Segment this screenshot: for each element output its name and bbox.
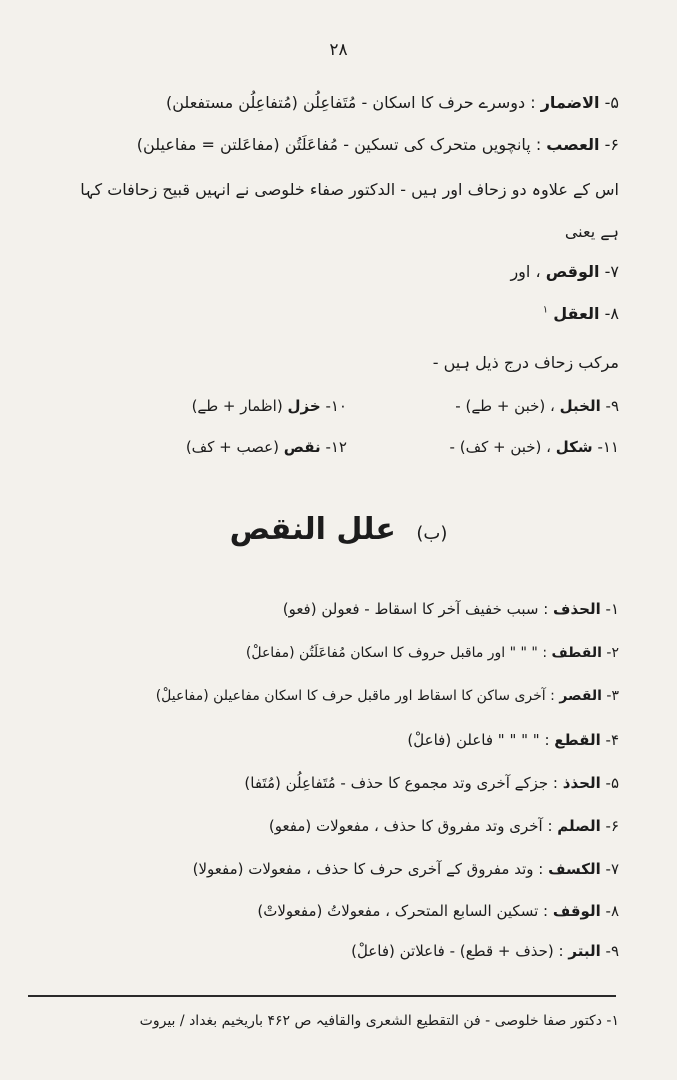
item-term: القطف [551, 645, 602, 661]
item-term: نقص [283, 438, 321, 456]
page-number: ۲۸ [329, 40, 348, 60]
item-term: الوقف [552, 902, 601, 920]
murakkab-item [186, 438, 347, 456]
qabih-item [510, 262, 619, 281]
item-number: ۳- [606, 688, 619, 704]
item-term: العقل [553, 304, 600, 323]
illat-item [246, 645, 619, 661]
item-description: (اظمار + طے) [191, 397, 283, 415]
item-description: : پانچویں متحرک کی تسکین - مُفاعَلَتُن (مفاعَلتن = مفاعیلن) [136, 135, 542, 154]
item-term: الصلم [557, 817, 601, 835]
intro-text: اس کے علاوہ دو زحاف اور ہیں - الدکتور صفاء خلوصی نے انہیں قبیح زحافات کہا [80, 180, 619, 199]
section-title: علل النقص [229, 512, 396, 547]
item-description: (عصب + کف) [185, 438, 279, 456]
item-number: ۷- [604, 262, 619, 281]
murakkab-item [450, 438, 619, 456]
murakkab-item [192, 397, 347, 415]
item-number: ۴- [605, 731, 619, 749]
item-number: ۱- [605, 600, 619, 618]
illat-item [407, 731, 619, 749]
item-description: : آخری ساکن کا اسقاط اور ماقبل حرف کا اسکان مفاعیلن (مفاعیلْ) [155, 688, 555, 704]
item-description: ، (خبن + طے) - [455, 397, 555, 415]
footnote: ۱- دکتور صفا خلوصی - فن التقطیع الشعری والقافیہ ص ۴۶۲ باریخیم بغداد / بیروت [139, 1013, 619, 1029]
zihaf-item [137, 135, 619, 154]
item-term: الحذف [553, 600, 601, 618]
illat-item [156, 688, 619, 704]
item-description: : تسکین السابع المتحرک ، مفعولاتُ (مفعولاتْ) [257, 902, 549, 920]
illat-item [269, 817, 619, 835]
item-term: الاضمار [540, 93, 600, 112]
murakkab-item [455, 397, 619, 415]
item-number: ۲- [606, 645, 619, 661]
item-number: ۵- [605, 774, 619, 792]
illat-item [244, 774, 619, 792]
illat-item [351, 942, 619, 960]
item-term: الخبل [559, 397, 601, 415]
item-description: : (حذف + قطع) - فاعلاتن (فاعلْ) [351, 942, 564, 960]
item-number: ۹- [605, 397, 619, 415]
item-number: ۷- [605, 860, 619, 878]
illat-item [283, 600, 619, 618]
item-term: خزل [287, 397, 321, 415]
item-description: : " " " اور ماقبل حروف کا اسکان مُفاعَلَتُن (مفاعلْ) [245, 645, 548, 661]
item-number: ۱۲- [325, 438, 347, 456]
item-number: ۶- [604, 135, 619, 154]
item-term: الوقص [545, 262, 600, 281]
item-description: : آخری وتد مفروق کا حذف ، مفعولات (مفعو) [268, 817, 553, 835]
section-tag: (ب) [416, 523, 448, 544]
item-extra: ، اور [510, 262, 541, 281]
item-description: : دوسرے حرف کا اسکان - مُتَفاعِلُن (مُتفاعِلُن مستفعلن) [165, 93, 536, 112]
item-description: ، (خبن + کف) - [449, 438, 552, 456]
item-description: : سبب خفیف آخر کا اسقاط - فعولن (فعو) [282, 600, 549, 618]
item-description: : جزکے آخری وتد مجموع کا حذف - مُتَفاعِلُن (مُتَفا) [244, 774, 558, 792]
zihaf-item [166, 93, 619, 112]
item-term: القطع [554, 731, 601, 749]
item-description: : " " " " فاعلن (فاعلْ) [407, 731, 550, 749]
item-number: ۱۰- [325, 397, 347, 415]
item-number: ۸- [604, 304, 619, 323]
illat-item [257, 902, 619, 920]
illat-item [193, 860, 619, 878]
item-term: القصر [559, 688, 602, 704]
item-number: ۹- [605, 942, 619, 960]
murakkab-intro: مرکب زحاف درج ذیل ہیں - [432, 353, 619, 372]
item-term: العصب [546, 135, 600, 154]
item-description: : وتد مفروق کے آخری حرف کا حذف ، مفعولات (مفعولا) [192, 860, 544, 878]
item-number: ۸- [605, 902, 619, 920]
item-term: الکسف [548, 860, 601, 878]
qabih-item [543, 304, 619, 323]
item-number: ۵- [604, 93, 619, 112]
item-term: الحذذ [562, 774, 601, 792]
section-heading [0, 512, 677, 547]
footnote-divider [28, 995, 616, 997]
item-term: شکل [555, 438, 593, 456]
intro-text-continued: ہے یعنی [564, 222, 619, 241]
footnote-marker: ۱ [542, 304, 549, 316]
item-number: ۶- [605, 817, 619, 835]
item-number: ۱۱- [597, 438, 619, 456]
item-term: البتر [568, 942, 601, 960]
